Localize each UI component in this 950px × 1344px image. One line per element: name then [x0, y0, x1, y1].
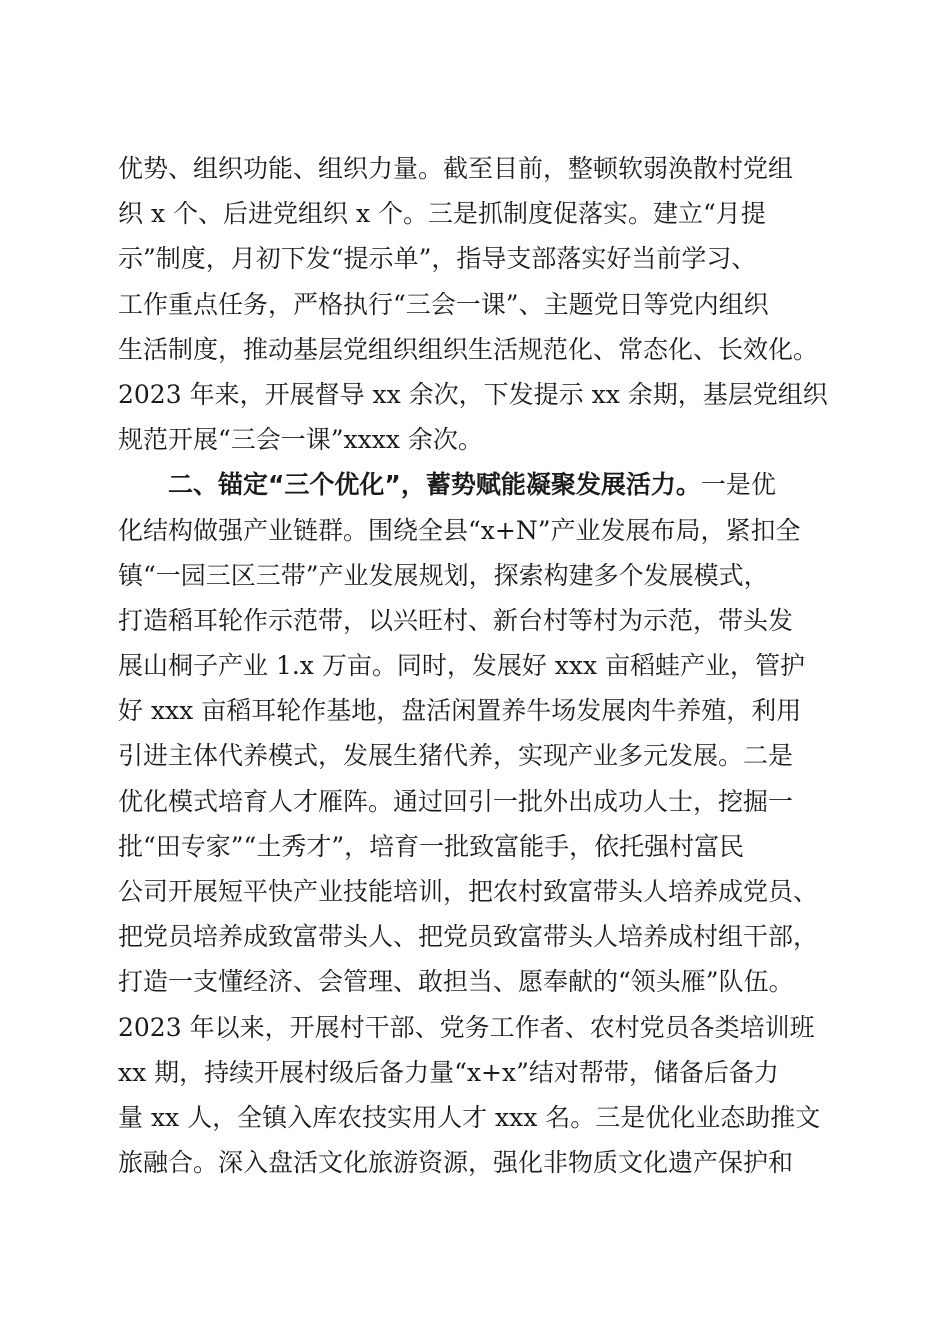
text-line: 量 xx 人，全镇入库农技实用人才 xxx 名。三是优化业态助推文: [118, 1102, 821, 1132]
text-line: 打造稻耳轮作示范带，以兴旺村、新台村等村为示范，带头发: [118, 605, 794, 635]
text-line: 工作重点任务，严格执行“三会一课”、主题党日等党内组织: [118, 289, 769, 319]
text-line: 织 x 个、后进党组织 x 个。三是抓制度促落实。建立“月提: [118, 199, 766, 229]
text-line: 2023 年以来，开展村干部、党务工作者、农村党员各类培训班: [118, 1012, 815, 1042]
text-line: 镇“一园三区三带”产业发展规划，探索构建多个发展模式，: [118, 560, 769, 590]
text-line: 把党员培养成致富带头人、把党员致富带头人培养成村组干部，: [118, 922, 819, 952]
text-line: xx 期，持续开展村级后备力量“x+x”结对帮带，储备后备力: [118, 1057, 779, 1087]
text-line: 优势、组织功能、组织力量。截至目前，整顿软弱涣散村党组: [118, 154, 794, 183]
text-line: 2023 年来，开展督导 xx 余次，下发提示 xx 余期，基层党组织: [118, 379, 828, 409]
text-line: 引进主体代养模式，发展生猪代养，实现产业多元发展。二是: [118, 741, 794, 771]
text-line: 批“田专家”“土秀才”，培育一批致富能手，依托强村富民: [118, 831, 745, 861]
text-fragment: 一是优: [700, 470, 776, 500]
text-line: 展山桐子产业 1.x 万亩。同时，发展好 xxx 亩稻蛙产业，管护: [118, 651, 806, 681]
text-line: 生活制度，推动基层党组织组织生活规范化、常态化、长效化。: [118, 334, 819, 364]
text-line: 示”制度，月初下发“提示单”，指导支部落实好当前学习、: [118, 244, 757, 274]
section-heading: 二、锚定“三个优化”，蓄势赋能凝聚发展活力。: [168, 470, 701, 500]
text-line: 打造一支懂经济、会管理、敢担当、愿奉献的“领头雁”队伍。: [118, 967, 794, 997]
paragraph-first-line: [118, 462, 838, 507]
text-line: 化结构做强产业链群。围绕全县“x+N”产业发展布局，紧扣全: [118, 515, 801, 545]
text-line: 公司开展短平快产业技能培训，把农村致富带头人培养成党员、: [118, 877, 819, 906]
document-body: [118, 146, 838, 1185]
text-line: 规范开展“三会一课”xxxx 余次。: [118, 425, 483, 455]
paragraph-organization-system: [118, 146, 838, 462]
text-line: 优化模式培育人才雁阵。通过回引一批外出成功人士，挖掘一: [118, 786, 794, 816]
text-line: 好 xxx 亩稻耳轮作基地，盘活闲置养牛场发展肉牛养殖，利用: [118, 696, 802, 726]
paragraph-three-optimizations: [118, 462, 838, 1185]
text-line: 旅融合。深入盘活文化旅游资源，强化非物质文化遗产保护和: [118, 1148, 794, 1178]
